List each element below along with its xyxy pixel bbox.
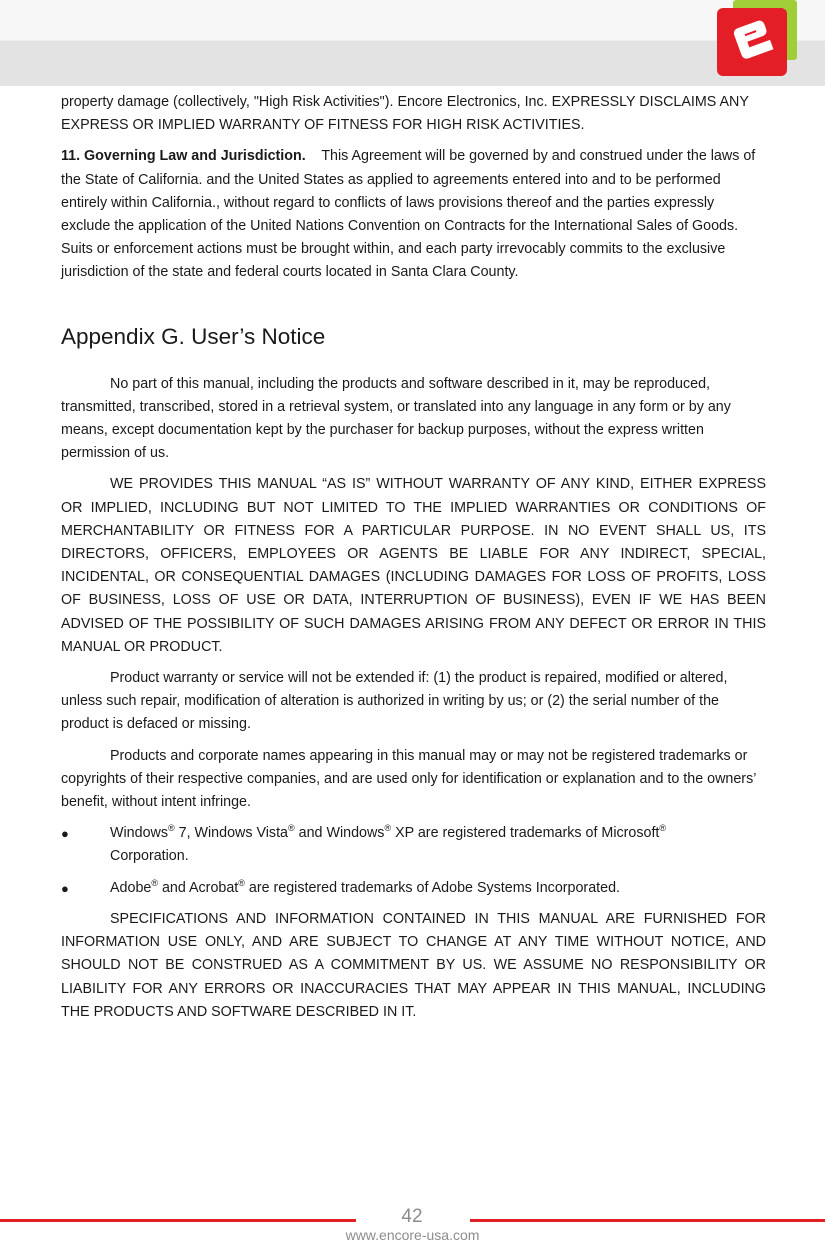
- trademark-adobe: Adobe® and Acrobat® are registered trademarks of Adobe Systems Incorporated.: [110, 877, 620, 896]
- encore-logo-icon: [715, 0, 801, 78]
- bullet-icon: ●: [61, 826, 69, 842]
- intro-paragraph: property damage (collectively, "High Risk Activities"). Encore Electronics, Inc. EXPRESSLY DISCLAIMS ANY EXPRESS OR IMPLIED WARRANTY OF FITNESS FOR HIGH RISK ACTIVITIES.: [61, 94, 749, 134]
- section-11-heading: 11. Governing Law and Jurisdiction.: [61, 148, 306, 165]
- notice-paragraph-4: Products and corporate names appearing in this manual may or may not be registered trademarks or copyrights of their respective companies, and are used only for identification or explanation and to the owners’ benefit, without intent infringe.: [61, 747, 756, 811]
- trademark-microsoft: Windows® 7, Windows Vista® and Windows® XP are registered trademarks of Microsoft® Corporation.: [110, 823, 667, 865]
- footer-divider-left: [0, 1219, 356, 1222]
- list-item: [61, 822, 766, 868]
- bullet-icon: ●: [61, 880, 69, 896]
- section-11-body: This Agreement will be governed by and construed under the laws of the State of California. and the United States as applied to agreements entered into and to be performed entirely within California., without regard to conflicts of laws provisions thereof and the parties expressly exclude the application of the United Nations Convention on Contracts for the International Sales of Goods. Suits or enforcement actions must be brought within, and each party irrevocably commits to the exclusive jurisdiction of the state and federal courts located in Santa Clara County.: [61, 148, 760, 281]
- notice-paragraph-3: Product warranty or service will not be extended if: (1) the product is repaired, modified or altered, unless such repair, modification of alteration is authorized in writing by us; or (2) the serial number of the product is defaced or missing.: [61, 670, 728, 733]
- list-item: [61, 877, 766, 900]
- notice-paragraph-5: SPECIFICATIONS AND INFORMATION CONTAINED IN THIS MANUAL ARE FURNISHED FOR INFORMATION USE ONLY, AND ARE SUBJECT TO CHANGE AT ANY TIME WITHOUT NOTICE, AND SHOULD NOT BE CONSTRUED AS A COMMITMENT BY US. WE ASSUME NO RESPONSIBILITY OR LIABILITY FOR ANY ERRORS OR INACCURACIES THAT MAY APPEAR IN THIS MANUAL, INCLUDING THE PRODUCTS AND SOFTWARE DESCRIBED IN IT.: [61, 910, 766, 1020]
- footer-divider-right: [470, 1219, 825, 1222]
- footer-url: www.encore-usa.com: [345, 1227, 480, 1243]
- notice-paragraph-1: No part of this manual, including the products and software described in it, may be reproduced, transmitted, transcribed, stored in a retrieval system, or translated into any language in any form or by any means, except documentation kept by the purchaser for backup purposes, without the express written permission of us.: [61, 375, 731, 462]
- page-number: 42: [401, 1206, 423, 1227]
- notice-paragraph-2: WE PROVIDES THIS MANUAL “AS IS” WITHOUT WARRANTY OF ANY KIND, EITHER EXPRESS OR IMPLIED, INCLUDING BUT NOT LIMITED TO THE IMPLIED WARRANTIES OR CONDITIONS OF MERCHANTABILITY OR FITNESS FOR A PARTICULAR PURPOSE. IN NO EVENT SHALL US, ITS DIRECTORS, OFFICERS, EMPLOYEES OR AGENTS BE LIABLE FOR ANY INDIRECT, SPECIAL, INCIDENTAL, OR CONSEQUENTIAL DAMAGES (INCLUDING DAMAGES FOR LOSS OF PROFITS, LOSS OF BUSINESS, LOSS OF USE OR DATA, INTERRUPTION OF BUSINESS), EVEN IF WE HAS BEEN ADVISED OF THE POSSIBILITY OF SUCH DAMAGES ARISING FROM ANY DEFECT OR ERROR IN THIS MANUAL OR PRODUCT.: [61, 476, 766, 655]
- section-11-paragraph: [61, 145, 766, 284]
- page-header: [0, 0, 825, 86]
- appendix-title: Appendix G. User’s Notice: [61, 323, 326, 349]
- document-body: [61, 91, 766, 1032]
